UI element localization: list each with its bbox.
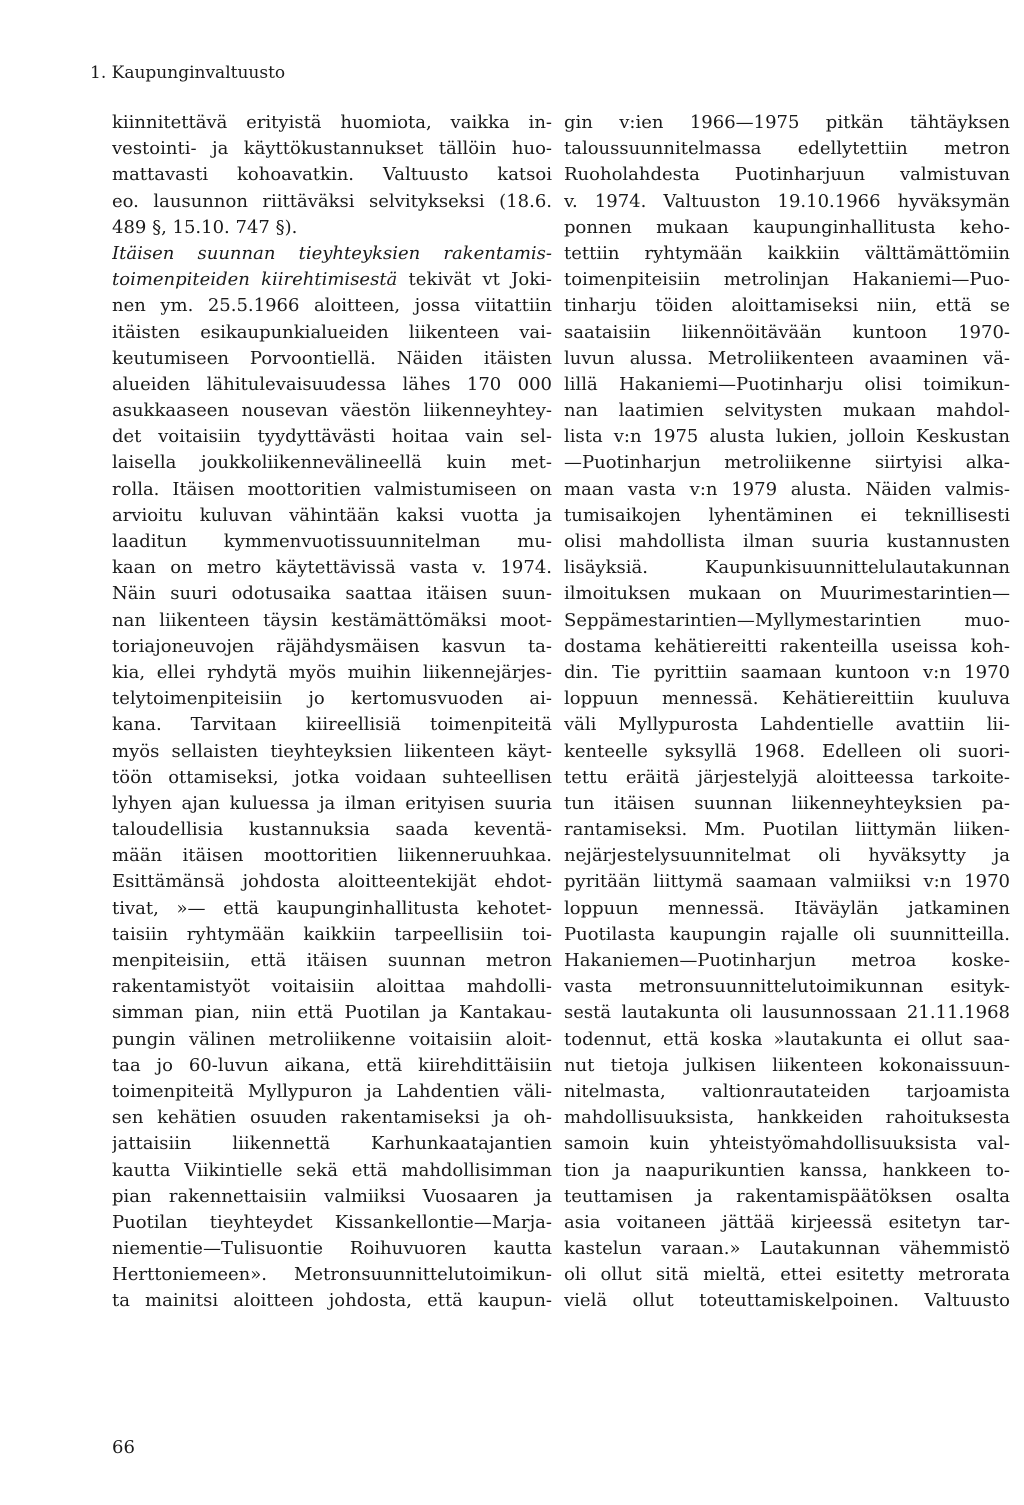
- text-line-italic-topic: Itäisen suunnan tieyhteyksien rakentamis-: [112, 242, 552, 264]
- text-line: mahdollisuuksista, hankkeiden rahoituksesta: [564, 1107, 1010, 1129]
- text-line: ta mainitsi aloitteen johdosta, että kaupun-: [112, 1290, 552, 1312]
- text-line-mixed-topic: toimenpiteiden kiirehtimisestä tekivät vt Joki-: [112, 269, 552, 291]
- text-line: vielä ollut toteuttamiskelpoinen. Valtuusto: [564, 1290, 1010, 1312]
- text-line: luvun alussa. Metroliikenteen avaaminen vä-: [564, 347, 1010, 369]
- text-line: rakentamistyöt voitaisiin aloittaa mahdolli-: [112, 976, 552, 998]
- text-line: todennut, että koska »lautakunta ei ollut saa-: [564, 1028, 1010, 1050]
- text-line: tinharju töiden aloittamiseksi niin, että se: [564, 295, 1010, 317]
- text-line: det voitaisiin tyydyttävästi hoitaa vain sel-: [112, 426, 552, 448]
- text-line: kia, ellei ryhdytä myös muihin liikennejärjes-: [112, 661, 552, 683]
- text-line: arvioitu kuluvan vähintään kaksi vuotta ja: [112, 504, 552, 526]
- text-line: taisiin ryhtymään kaikkiin tarpeellisiin toi-: [112, 923, 552, 945]
- text-line: 489 §, 15.10. 747 §).: [112, 216, 298, 238]
- text-line: maan vasta v:n 1979 alusta. Näiden valmis-: [564, 478, 1010, 500]
- text-line: ilmoituksen mukaan on Muurimestarintien—: [564, 583, 1010, 605]
- text-line: niementie—Tulisuontie Roihuvuoren kautta: [112, 1238, 552, 1260]
- text-line: kenteelle syksyllä 1968. Edelleen oli suori-: [564, 740, 1010, 762]
- text-line: saataisiin liikennöitävään kuntoon 1970-: [564, 321, 1010, 343]
- text-line: kautta Viikintielle sekä että mahdollisimman: [112, 1159, 552, 1181]
- text-line: v. 1974. Valtuuston 19.10.1966 hyväksymän: [564, 190, 1010, 212]
- text-line: kana. Tarvitaan kiireellisiä toimenpiteitä: [112, 714, 552, 736]
- text-line: toimenpiteitä Myllypuron ja Lahdentien väli-: [112, 1080, 552, 1102]
- text-line: nut tietoja julkisen liikenteen kokonaissuun-: [564, 1054, 1010, 1076]
- text-line: menpiteisiin, että itäisen suunnan metron: [112, 950, 552, 971]
- text-line: pian rakennettaisiin valmiiksi Vuosaaren ja: [112, 1185, 552, 1207]
- text-line: gin v:ien 1966—1975 pitkän tähtäyksen: [564, 112, 1010, 133]
- text-line: tettiin ryhtymään kaikkiin välttämättömiin: [564, 242, 1010, 264]
- text-line: itäisten esikaupunkialueiden liikenteen vai-: [112, 321, 552, 343]
- text-line: laisella joukkoliikennevälineellä kuin met-: [112, 452, 552, 474]
- text-line: din. Tie pyrittiin saamaan kuntoon v:n 1970: [564, 661, 1010, 683]
- text-line: Herttoniemeen». Metronsuunnittelutoimikun-: [112, 1264, 552, 1286]
- text-line: asia voitaneen jättää kirjeessä esitetyn tar-: [564, 1211, 1010, 1233]
- text-line: nitelmasta, valtionrautateiden tarjoamista: [564, 1080, 1010, 1102]
- text-line: Puotilan tieyhteydet Kissankellontie—Marja-: [112, 1211, 552, 1233]
- left-column: [112, 110, 552, 1315]
- text-line: jattaisiin liikennettä Karhunkaatajantien: [112, 1133, 552, 1155]
- text-line: sen kehätien osuuden rakentamiseksi ja oh-: [112, 1107, 552, 1129]
- text-line: loppuun mennessä. Itäväylän jatkaminen: [564, 897, 1010, 919]
- text-line: mään itäisen moottoritien liikenneruuhkaa.: [112, 845, 552, 867]
- text-line: pyritään liittymä saamaan valmiiksi v:n 1970: [564, 871, 1010, 893]
- text-line: mattavasti kohoavatkin. Valtuusto katsoi: [112, 164, 552, 186]
- text-line: samoin kuin yhteistyömahdollisuuksista val-: [564, 1133, 1010, 1155]
- text-line: simman pian, niin että Puotilan ja Kantakau-: [112, 1002, 552, 1024]
- text-line: toimenpiteisiin metrolinjan Hakaniemi—Puo-: [564, 269, 1010, 291]
- text-line: toriajoneuvojen räjähdysmäisen kasvun ta-: [112, 635, 552, 657]
- text-line: vestointi- ja käyttökustannukset tällöin huo-: [112, 138, 552, 160]
- text-line: —Puotinharjun metroliikenne siirtyisi alka-: [564, 452, 1010, 474]
- text-line: taloudellisia kustannuksia saada keventä-: [112, 819, 552, 841]
- text-line: keutumiseen Porvoontiellä. Näiden itäisten: [112, 347, 552, 369]
- text-line: telytoimenpiteisiin jo kertomusvuoden ai-: [112, 688, 552, 710]
- text-line: kastelun varaan.» Lautakunnan vähemmistö: [564, 1238, 1010, 1260]
- text-line: lisäyksiä. Kaupunkisuunnittelulautakunnan: [564, 557, 1010, 579]
- text-line: lyhyen ajan kuluessa ja ilman erityisen suuria: [112, 792, 552, 814]
- text-line: taloussuunnitelmassa edellytettiin metron: [564, 138, 1010, 160]
- text-line: tion ja naapurikuntien kanssa, hankkeen to-: [564, 1159, 1010, 1181]
- text-line: nan liikenteen täysin kestämättömäksi moot-: [112, 609, 552, 631]
- text-line: rantamiseksi. Mm. Puotilan liittymän liiken-: [564, 819, 1010, 841]
- text-line: kiinnitettävä erityistä huomiota, vaikka in-: [112, 112, 552, 133]
- text-line: tettu eräitä järjestelyjä aloitteessa tarkoite-: [564, 766, 1010, 788]
- text-line: eo. lausunnon riittäväksi selvitykseksi (18.6.: [112, 190, 552, 212]
- text-line: nejärjestelysuunnitelmat oli hyväksytty ja: [564, 845, 1010, 867]
- right-column: [564, 110, 1010, 1315]
- text-line: nan laatimien selvitysten mukaan mahdol-: [564, 400, 1010, 422]
- text-line: ponnen mukaan kaupunginhallitusta keho-: [564, 216, 1010, 238]
- text-line: Seppämestarintien—Myllymestarintien muo-: [564, 609, 1010, 631]
- text-line: lillä Hakaniemi—Puotinharju olisi toimikun-: [564, 373, 1010, 395]
- text-line: Näin suuri odotusaika saattaa itäisen suun-: [112, 583, 552, 605]
- text-line: vasta metronsuunnittelutoimikunnan esityk-: [564, 976, 1010, 998]
- text-line: tumisaikojen lyhentäminen ei teknillisesti: [564, 504, 1010, 526]
- running-header: 1. Kaupunginvaltuusto: [90, 63, 286, 83]
- text-line: lista v:n 1975 alusta lukien, jolloin Keskustan: [564, 426, 1010, 448]
- text-line: kaan on metro käytettävissä vasta v. 1974.: [112, 557, 552, 579]
- text-line: väli Myllypurosta Lahdentielle avattiin lii-: [564, 714, 1010, 736]
- text-line: rolla. Itäisen moottoritien valmistumiseen on: [112, 478, 552, 500]
- text-line: loppuun mennessä. Kehätiereittiin kuuluva: [564, 688, 1010, 710]
- page-number: 66: [112, 1437, 135, 1458]
- text-line: dostama kehätiereitti rakenteilla useissa koh-: [564, 635, 1010, 657]
- text-line: alueiden lähitulevaisuudessa lähes 170 000: [112, 373, 552, 395]
- text-line: töön ottamiseksi, jotka voidaan suhteellisen: [112, 766, 552, 788]
- text-line: Hakaniemen—Puotinharjun metroa koske-: [564, 950, 1010, 971]
- text-line: nen ym. 25.5.1966 aloitteen, jossa viitattiin: [112, 295, 552, 317]
- text-line: laaditun kymmenvuotissuunnitelman mu-: [112, 531, 552, 552]
- text-line: Ruoholahdesta Puotinharjuun valmistuvan: [564, 164, 1010, 186]
- text-line: Puotilasta kaupungin rajalle oli suunnitteilla.: [564, 923, 1010, 945]
- text-line: sestä lautakunta oli lausunnossaan 21.11.1968: [564, 1002, 1010, 1024]
- text-line: pungin välinen metroliikenne voitaisiin aloit-: [112, 1028, 552, 1050]
- text-line: Esittämänsä johdosta aloitteentekijät ehdot-: [112, 871, 552, 893]
- text-line: tun itäisen suunnan liikenneyhteyksien pa-: [564, 792, 1010, 814]
- text-line: tivat, »— että kaupunginhallitusta kehotet-: [112, 897, 552, 919]
- text-line: olisi mahdollista ilman suuria kustannusten: [564, 531, 1010, 552]
- text-line: asukkaaseen nousevan väestön liikenneyhtey-: [112, 400, 552, 422]
- text-line: oli ollut sitä mieltä, ettei esitetty metrorata: [564, 1264, 1010, 1286]
- text-line: taa jo 60-luvun aikana, että kiirehdittäisiin: [112, 1054, 552, 1076]
- text-line: myös sellaisten tieyhteyksien liikenteen käyt-: [112, 740, 552, 762]
- text-line: teuttamisen ja rakentamispäätöksen osalta: [564, 1185, 1010, 1207]
